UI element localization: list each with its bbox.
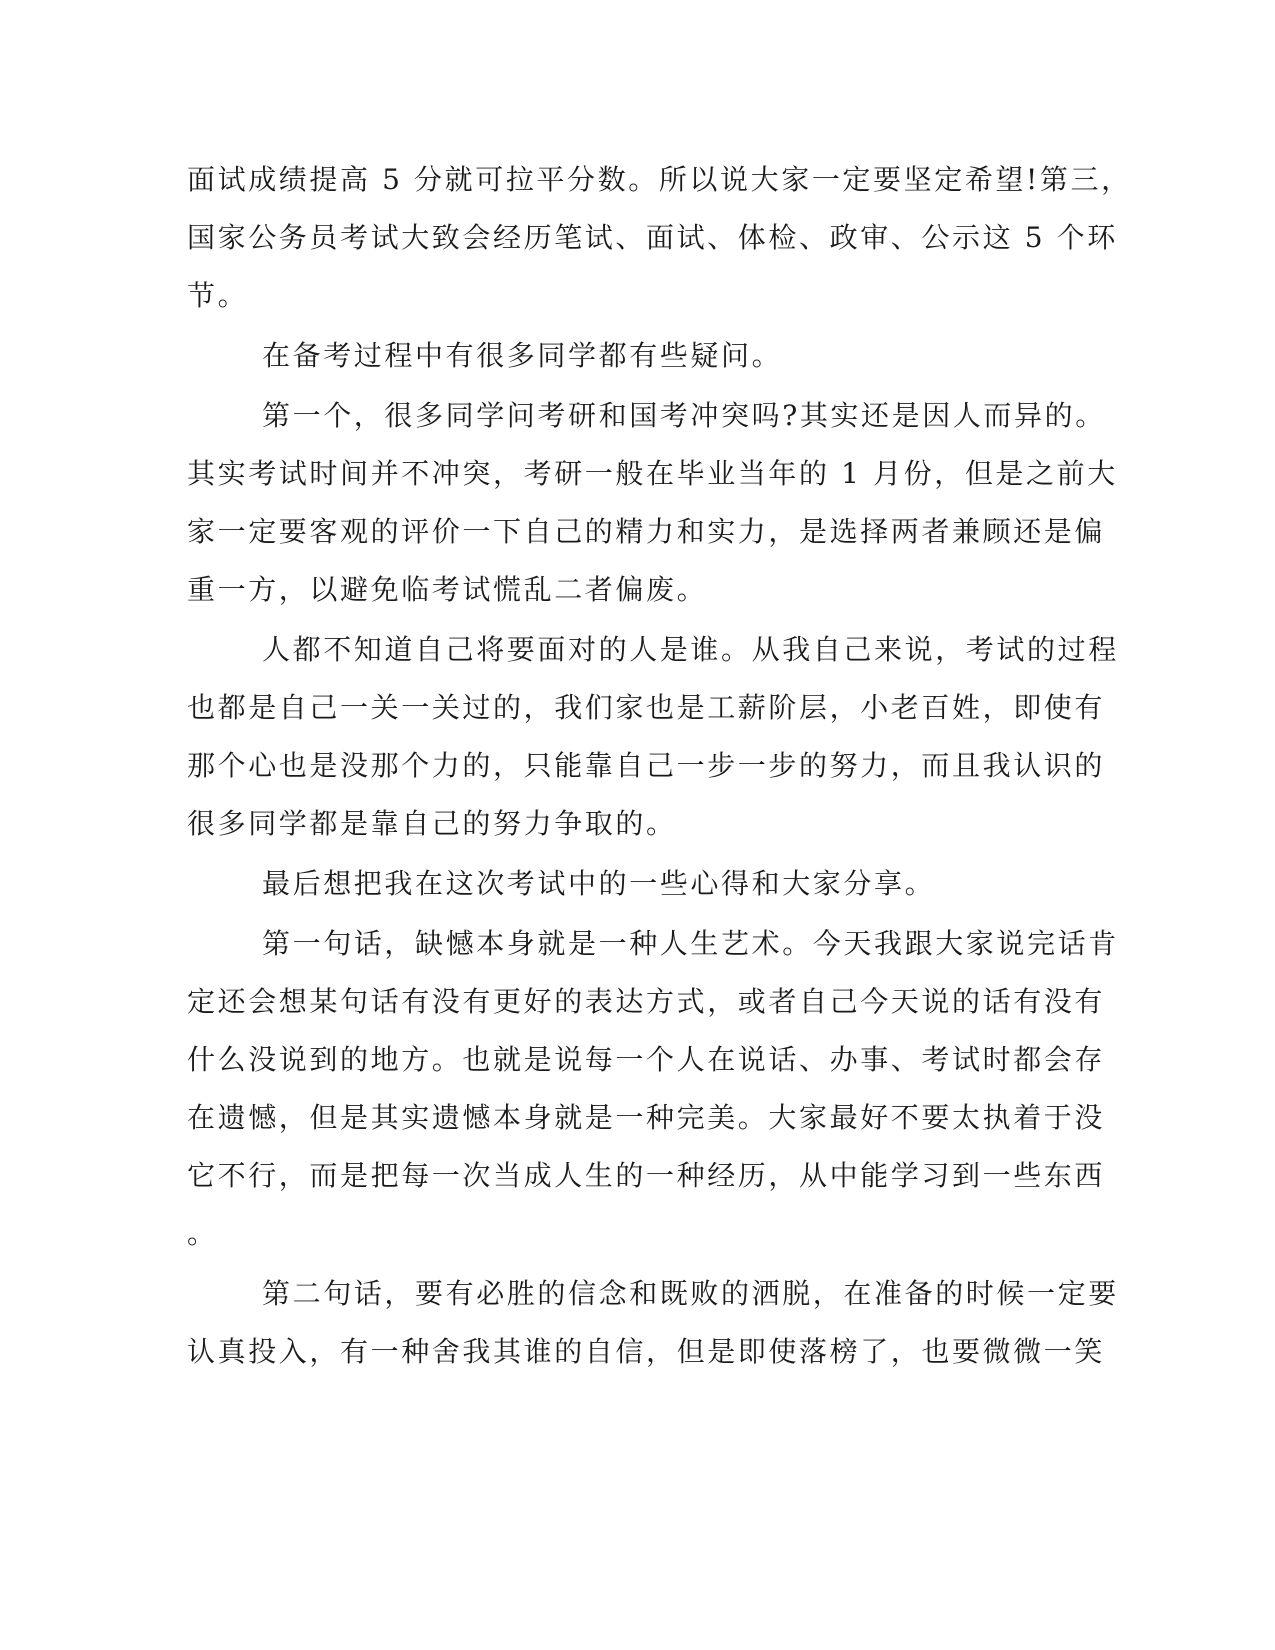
text-line: 很多同学都是靠自己的努力争取的。 <box>187 807 677 840</box>
paragraph-first-line: 第一个，很多同学问考研和国考冲突吗?其实还是因人而异的。 <box>262 399 1106 432</box>
text-line: 国家公务员考试大致会经历笔试、面试、体检、政审、公示这 5 个环 <box>187 221 1118 254</box>
text-line: 在遗憾，但是其实遗憾本身就是一种完美。大家最好不要太执着于没 <box>187 1101 1106 1134</box>
paragraph-first-line: 最后想把我在这次考试中的一些心得和大家分享。 <box>262 867 936 900</box>
text-line: 。 <box>187 1217 218 1250</box>
paragraph-first-line: 第一句话，缺憾本身就是一种人生艺术。今天我跟大家说完话肯 <box>262 927 1119 960</box>
text-line: 也都是自己一关一关过的，我们家也是工薪阶层，小老百姓，即使有 <box>187 691 1106 724</box>
text-line: 节。 <box>187 279 249 312</box>
text-line: 那个心也是没那个力的，只能靠自己一步一步的努力，而且我认识的 <box>187 749 1106 782</box>
text-line: 认真投入，有一种舍我其谁的自信，但是即使落榜了，也要微微一笑 <box>187 1335 1106 1368</box>
text-line: 它不行，而是把每一次当成人生的一种经历，从中能学习到一些东西 <box>187 1159 1106 1192</box>
text-line: 其实考试时间并不冲突，考研一般在毕业当年的 1 月份，但是之前大 <box>187 457 1118 490</box>
paragraph-first-line: 第二句话，要有必胜的信念和既败的洒脱，在准备的时候一定要 <box>262 1277 1119 1310</box>
text-line: 重一方，以避免临考试慌乱二者偏废。 <box>187 573 708 606</box>
text-line: 面试成绩提高 5 分就可拉平分数。所以说大家一定要坚定希望!第三， <box>187 163 1132 196</box>
paragraph-first-line: 人都不知道自己将要面对的人是谁。从我自己来说，考试的过程 <box>262 633 1119 666</box>
text-line: 什么没说到的地方。也就是说每一个人在说话、办事、考试时都会存 <box>187 1043 1106 1076</box>
paragraph-first-line: 在备考过程中有很多同学都有些疑问。 <box>262 339 783 372</box>
text-line: 定还会想某句话有没有更好的表达方式，或者自己今天说的话有没有 <box>187 985 1106 1018</box>
text-line: 家一定要客观的评价一下自己的精力和实力，是选择两者兼顾还是偏 <box>187 515 1106 548</box>
